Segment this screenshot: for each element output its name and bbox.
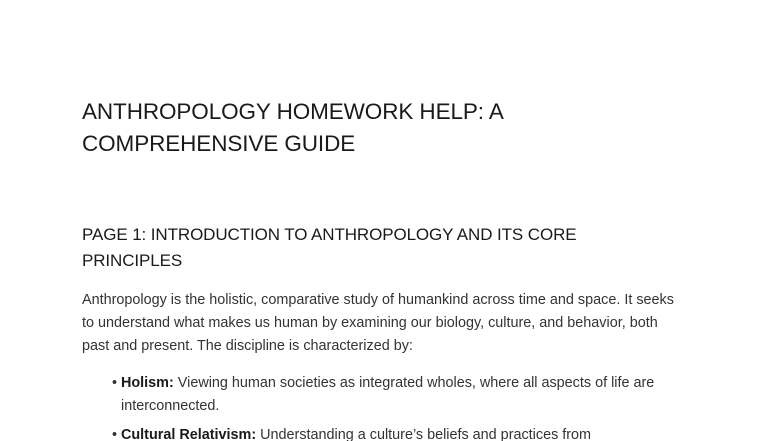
term-description: Viewing human societies as integrated wholes, where all aspects of life are interconnected. [121,375,655,414]
term-label: Holism: [121,375,174,391]
term-description: Understanding a culture’s beliefs and practices from [256,427,592,441]
list-item-holism [82,372,702,418]
document-title-line-1: ANTHROPOLOGY HOMEWORK HELP: A [82,99,504,124]
section-heading [82,222,702,274]
section-heading-line-2: PRINCIPLES [82,251,183,270]
term-label: Cultural Relativism: [121,427,257,441]
principles-list [82,372,702,441]
list-item-cultural-relativism [82,424,702,441]
bullet-icon: • [112,375,118,391]
document-title-line-2: COMPREHENSIVE GUIDE [82,131,356,156]
bullet-icon: • [112,427,118,441]
section-heading-line-1: PAGE 1: INTRODUCTION TO ANTHROPOLOGY AND ITS CORE [82,225,577,244]
intro-paragraph: Anthropology is the holistic, comparative study of humankind across time and space. It seeks to understand what makes us human by examining our biology, culture, and behavior, both past and present. The discipline is characterized by: [82,292,674,354]
document-title [82,96,702,160]
